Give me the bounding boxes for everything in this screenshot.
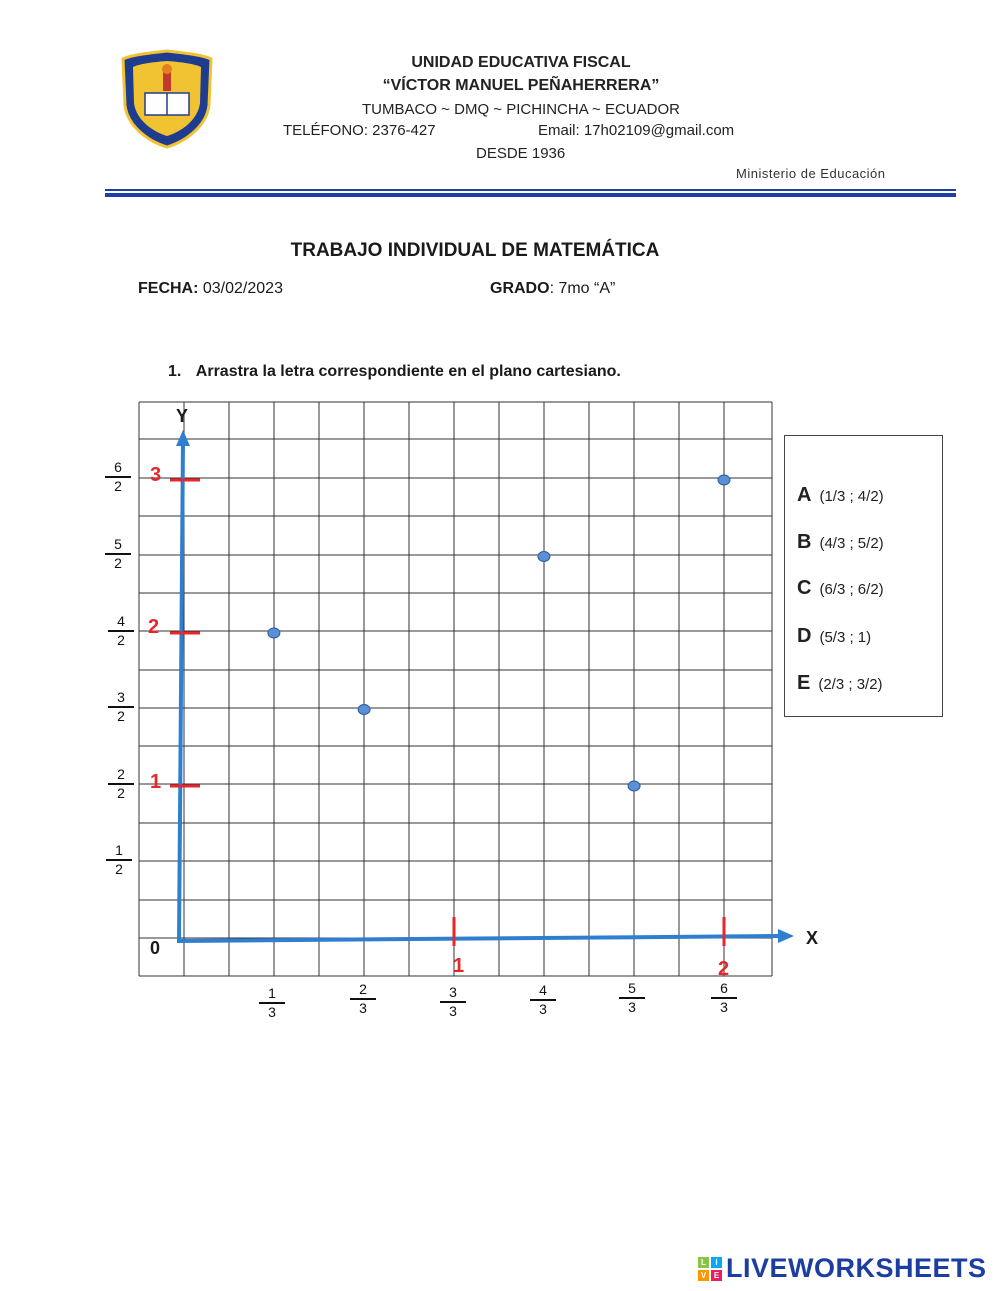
- y-tick-label-1: 1: [150, 771, 162, 793]
- y-axis: [179, 440, 183, 942]
- x-axis-label: X: [806, 928, 819, 948]
- y-fraction-5-2: 5 2: [103, 536, 133, 572]
- x-fraction-3-3: 3 3: [438, 984, 468, 1020]
- plot-point-2[interactable]: [358, 705, 370, 715]
- instruction-text: Arrastra la letra correspondiente en el plano cartesiano.: [195, 363, 621, 380]
- red-ticks: [170, 480, 724, 946]
- school-name: “VÍCTOR MANUEL PEÑAHERRERA”: [382, 77, 660, 94]
- liveworksheets-mark: L I V E: [698, 1257, 722, 1281]
- y-tick-label-3: 3: [150, 464, 162, 486]
- plot-point-1[interactable]: [268, 628, 280, 638]
- school-location: TUMBACO ~ DMQ ~ PICHINCHA ~ ECUADOR: [362, 101, 680, 118]
- school-phone: TELÉFONO: 2376-427: [283, 122, 436, 139]
- points-legend: [784, 435, 943, 717]
- axes: [176, 430, 794, 943]
- y-fraction-6-2: 6 2: [103, 459, 133, 495]
- x-axis-arrow: [778, 929, 794, 943]
- plot-point-4[interactable]: [628, 781, 640, 791]
- origin-label: 0: [150, 938, 161, 958]
- y-axis-label: Y: [176, 406, 189, 426]
- x-tick-label-1: 1: [453, 955, 465, 977]
- x-fraction-1-3: 1 3: [257, 985, 287, 1021]
- liveworksheets-brand: LIVEWORKSHEETS: [726, 1253, 987, 1283]
- x-fraction-6-3: 6 3: [709, 980, 739, 1016]
- x-axis: [177, 936, 780, 941]
- page-title: TRABAJO INDIVIDUAL DE MATEMÁTICA: [290, 240, 660, 261]
- legend-item-b: B (4/3 ; 5/2): [797, 531, 884, 553]
- y-tick-label-2: 2: [148, 616, 160, 638]
- plot-point-3[interactable]: [538, 552, 550, 562]
- date-value: 03/02/2023: [198, 280, 283, 297]
- y-fraction-2-2: 2 2: [106, 766, 136, 802]
- ministry-label: Ministerio de Educación: [736, 166, 886, 181]
- x-fraction-4-3: 4 3: [528, 982, 558, 1018]
- x-fraction-5-3: 5 3: [617, 980, 647, 1016]
- y-fraction-1-2: 1 2: [104, 842, 134, 878]
- legend-item-a: A (1/3 ; 4/2): [797, 484, 884, 506]
- x-tick-label-2: 2: [718, 958, 730, 980]
- liveworksheets-logo: [698, 1253, 987, 1284]
- legend-item-c: C (6/3 ; 6/2): [797, 577, 884, 599]
- grid-lines: [139, 402, 772, 976]
- school-type: UNIDAD EDUCATIVA FISCAL: [411, 54, 631, 71]
- grade-label: GRADO: [490, 280, 550, 297]
- y-fraction-3-2: 3 2: [106, 689, 136, 725]
- y-axis-arrow: [176, 430, 190, 446]
- instruction-number: 1.: [168, 363, 182, 380]
- x-fraction-2-3: 2 3: [348, 981, 378, 1017]
- y-fraction-4-2: 4 2: [106, 613, 136, 649]
- date-label: FECHA:: [138, 280, 199, 297]
- plot-point-5[interactable]: [718, 475, 730, 485]
- legend-item-e: E (2/3 ; 3/2): [797, 672, 883, 694]
- grade-value: : 7mo “A”: [549, 280, 616, 297]
- school-since: DESDE 1936: [476, 145, 566, 162]
- school-email: Email: 17h02109@gmail.com: [538, 122, 735, 139]
- legend-item-d: D (5/3 ; 1): [797, 625, 872, 647]
